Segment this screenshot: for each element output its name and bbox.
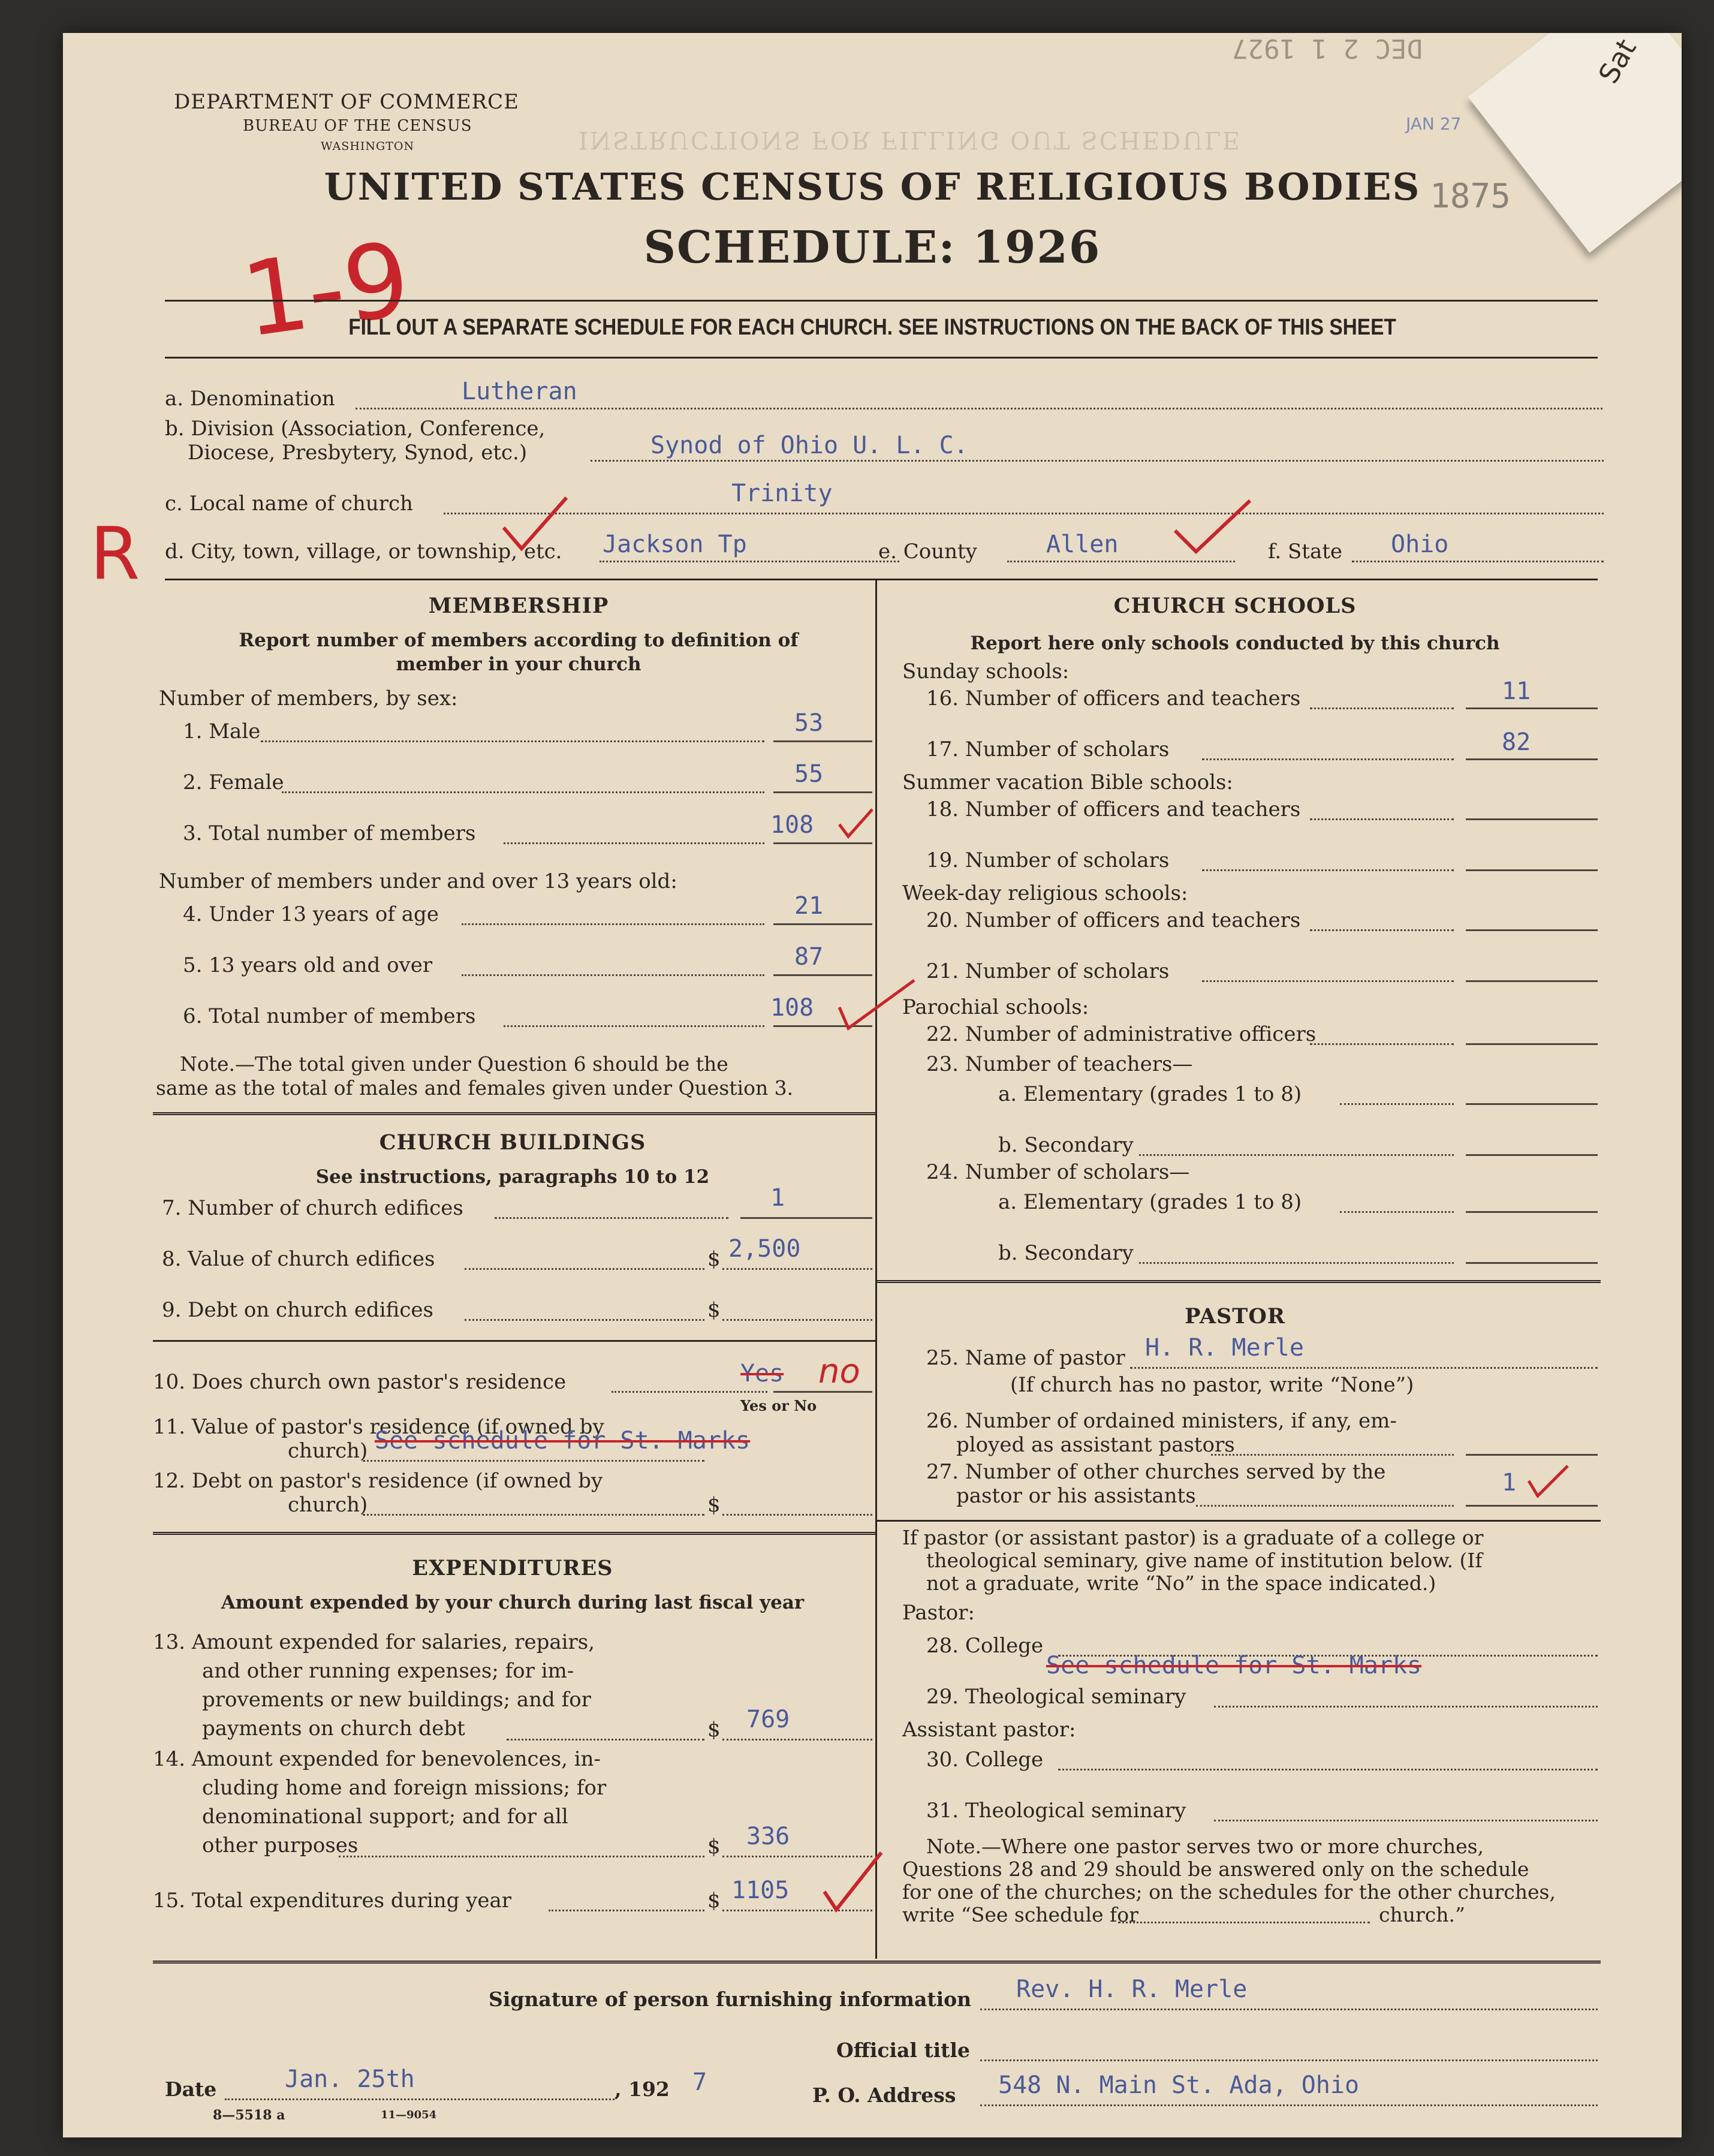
pastor-heading: PASTOR [1185, 1304, 1285, 1329]
po-address-value[interactable]: 548 N. Main St. Ada, Ohio [998, 2071, 1360, 2099]
q12-label-2: church) [288, 1493, 368, 1517]
no-pastor-hint: (If church has no pastor, write “None”) [1010, 1373, 1414, 1397]
q11-label-2: church) [288, 1439, 368, 1463]
q13-line: 13. Amount expended for salaries, repairs, [153, 1630, 595, 1654]
q5-label: 5. 13 years old and over [183, 953, 433, 977]
q24-label: 24. Number of scholars— [926, 1160, 1190, 1184]
graduate-instructions-1: If pastor (or assistant pastor) is a graduate of a college or [902, 1526, 1484, 1549]
dollar-sign: $ [707, 1889, 721, 1913]
q26-label-2: ployed as assistant pastors [956, 1433, 1235, 1457]
q6-label: 6. Total number of members [183, 1004, 476, 1028]
fill-line [1139, 1154, 1454, 1156]
answer-line [1466, 980, 1598, 982]
q23a-label: a. Elementary (grades 1 to 8) [998, 1082, 1302, 1106]
fill-line [1310, 1043, 1454, 1045]
state-label: f. State [1268, 540, 1342, 564]
bureau-name: BUREAU OF THE CENSUS [243, 117, 472, 135]
membership-subheading-2: member in your church [396, 654, 641, 675]
county-label: e. County [878, 540, 977, 564]
fill-line [1214, 1820, 1598, 1821]
fill-line [462, 974, 764, 976]
divider [165, 300, 1598, 302]
members-by-age-label: Number of members under and over 13 years old: [159, 869, 677, 893]
fill-line [465, 1268, 704, 1270]
fill-line [591, 460, 1604, 462]
graduate-instructions-2: theological seminary, give name of institution below. (If [926, 1549, 1483, 1572]
q27-label-1: 27. Number of other churches served by the [926, 1460, 1386, 1484]
total-members-q3[interactable]: 108 [770, 811, 814, 839]
answer-line [1466, 929, 1598, 931]
fill-line [504, 842, 764, 844]
fill-line [225, 2098, 614, 2100]
answer-line [1466, 869, 1598, 871]
graduate-instructions-3: not a graduate, write “No” in the space indicated.) [926, 1571, 1436, 1595]
fill-line [363, 1460, 704, 1462]
pastor-name[interactable]: H. R. Merle [1145, 1334, 1304, 1362]
answer-line [1466, 1262, 1598, 1264]
pastor-note-1: Note.—Where one pastor serves two or more churches, [926, 1835, 1484, 1858]
divider [165, 579, 1598, 580]
divider [153, 1961, 1601, 1964]
dollar-sign: $ [707, 1718, 721, 1742]
q16-label: 16. Number of officers and teachers [926, 686, 1301, 710]
membership-subheading-1: Report number of members according to definition of [239, 630, 799, 651]
fill-line [282, 791, 764, 793]
form-title: UNITED STATES CENSUS OF RELIGIOUS BODIES [324, 165, 1421, 209]
sunday-schools-label: Sunday schools: [902, 660, 1070, 683]
state-value[interactable]: Ohio [1391, 531, 1449, 558]
fill-line [1211, 1454, 1454, 1456]
schedule-number-stamp: 1875 [1430, 177, 1511, 216]
q23b-label: b. Secondary [998, 1133, 1134, 1157]
pastor-note-3: for one of the churches; on the schedules for the other churches, [902, 1880, 1556, 1904]
benevolences-amount[interactable]: 336 [746, 1823, 790, 1850]
q27-label-2: pastor or his assistants [956, 1484, 1196, 1508]
q3-label: 3. Total number of members [183, 821, 476, 845]
yes-or-no-hint: Yes or No [740, 1397, 817, 1414]
answer-line [1466, 818, 1598, 820]
fill-line [1310, 929, 1454, 931]
q10-label: 10. Does church own pastor's residence [153, 1370, 567, 1394]
q23-label: 23. Number of teachers— [926, 1052, 1193, 1076]
fill-line [1340, 1103, 1454, 1105]
membership-heading: MEMBERSHIP [428, 594, 609, 618]
county-value[interactable]: Allen [1046, 531, 1119, 558]
check-mark-icon [1526, 1463, 1574, 1505]
denomination-label: a. Denomination [165, 387, 335, 411]
washington-label: WASHINGTON [321, 140, 415, 153]
q14-label [153, 1745, 606, 1860]
signature-label: Signature of person furnishing information [489, 1988, 972, 2011]
fill-line [1007, 561, 1235, 562]
fill-line [1058, 1769, 1598, 1770]
answer-line [773, 923, 872, 925]
fill-line [1202, 758, 1454, 760]
residence-value[interactable]: See schedule for St. Marks [375, 1427, 751, 1455]
pastor-note-5: church.” [1379, 1903, 1465, 1926]
fill-line [1310, 818, 1454, 820]
dollar-sign: $ [707, 1298, 721, 1322]
answer-line [740, 1217, 872, 1219]
column-divider [875, 580, 877, 1959]
fill-line [1340, 1211, 1454, 1213]
fill-line [356, 408, 1602, 409]
fill-line [722, 1514, 872, 1516]
answer-line [1466, 1454, 1598, 1456]
fill-line [980, 2059, 1598, 2061]
city-value[interactable]: Jackson Tp [603, 531, 747, 558]
divider [875, 1520, 1601, 1522]
q14-line: cluding home and foreign missions; for [202, 1776, 607, 1800]
year-prefix: , 192 [614, 2077, 670, 2101]
denomination-value[interactable]: Lutheran [462, 378, 577, 405]
q13-line: and other running expenses; for im- [202, 1659, 574, 1683]
handwritten-mark-1-9: 1-9 [235, 219, 417, 361]
year-digit[interactable]: 7 [692, 2068, 707, 2096]
po-address-label: P. O. Address [812, 2083, 956, 2107]
check-mark-icon [501, 495, 573, 555]
q7-label: 7. Number of church edifices [162, 1196, 463, 1220]
assistant-pastor-label: Assistant pastor: [902, 1718, 1076, 1742]
local-name-value[interactable]: Trinity [731, 480, 833, 507]
fill-line [363, 1514, 704, 1516]
female-count[interactable]: 55 [794, 760, 824, 788]
fill-line [465, 1319, 704, 1321]
male-count[interactable]: 53 [794, 709, 824, 737]
fill-line [495, 1217, 728, 1219]
q28-label: 28. College [926, 1634, 1044, 1658]
q9-label: 9. Debt on church edifices [162, 1298, 433, 1322]
expenditures-subheading: Amount expended by your church during last fiscal year [221, 1592, 805, 1613]
answer-line [773, 1391, 872, 1393]
q19-label: 19. Number of scholars [926, 848, 1170, 872]
answer-line [1466, 1154, 1598, 1156]
bleed-through-text: INSTRUCTIONS FOR FILLING OUT SCHEDULE [579, 126, 1242, 153]
pastor-residence-typed[interactable]: Yes [740, 1360, 784, 1387]
fill-line [1310, 707, 1454, 709]
divider [153, 1340, 875, 1342]
q13-line: payments on church debt [202, 1717, 465, 1741]
answer-line [773, 740, 872, 742]
q13-label [153, 1628, 595, 1743]
summer-schools-label: Summer vacation Bible schools: [902, 770, 1233, 794]
buildings-heading: CHURCH BUILDINGS [379, 1130, 646, 1155]
q1-label: 1. Male [183, 719, 261, 743]
total-expenditures[interactable]: 1105 [731, 1877, 790, 1904]
weekday-schools-label: Week-day religious schools: [902, 881, 1188, 905]
q29-label: 29. Theological seminary [926, 1685, 1186, 1709]
members-by-sex-label: Number of members, by sex: [159, 686, 458, 710]
fill-line [1214, 1706, 1598, 1708]
sunday-scholars-count[interactable]: 82 [1502, 728, 1531, 756]
running-expenses-amount[interactable]: 769 [746, 1706, 790, 1733]
q4-label: 4. Under 13 years of age [183, 902, 439, 926]
parochial-schools-label: Parochial schools: [902, 995, 1089, 1019]
fill-line [504, 1025, 764, 1027]
q14-line: other purposes [202, 1833, 359, 1857]
local-name-label: c. Local name of church [165, 492, 413, 516]
print-number: 11—9054 [381, 2109, 437, 2121]
divider [165, 357, 1598, 359]
check-mark-icon [836, 806, 878, 842]
edifices-value[interactable]: 2,500 [728, 1235, 801, 1263]
other-churches-count[interactable]: 1 [1502, 1469, 1517, 1496]
schools-heading: CHURCH SCHOOLS [1113, 594, 1357, 618]
expenditures-heading: EXPENDITURES [412, 1556, 613, 1580]
membership-note-2: same as the total of males and females given under Question 3. [156, 1076, 794, 1100]
pastor-residence-handwritten: no [818, 1352, 860, 1391]
city-label: d. City, town, village, or township, etc. [165, 540, 562, 564]
q31-label: 31. Theological seminary [926, 1799, 1186, 1823]
divider [153, 1532, 875, 1535]
q12-label-1: 12. Debt on pastor's residence (if owned by [153, 1469, 603, 1493]
fill-line [339, 1856, 704, 1857]
answer-line [773, 842, 872, 844]
census-schedule-sheet [63, 33, 1682, 2137]
check-mark-icon [1172, 495, 1256, 561]
answer-line [773, 974, 872, 976]
q21-label: 21. Number of scholars [926, 959, 1170, 983]
q13-line: provements or new buildings; and for [202, 1688, 591, 1712]
fill-line [722, 1739, 872, 1741]
fill-line [1118, 1922, 1370, 1923]
schools-subheading: Report here only schools conducted by this church [970, 633, 1500, 654]
fill-line [1202, 869, 1454, 871]
fill-line [980, 2104, 1598, 2106]
handwritten-mark-R: R [90, 513, 140, 596]
folded-corner [1468, 33, 1682, 253]
fill-line [980, 2009, 1598, 2010]
dollar-sign: $ [707, 1493, 721, 1517]
schedule-year: SCHEDULE: 1926 [643, 222, 1101, 273]
q26-label-1: 26. Number of ordained ministers, if any, em- [926, 1409, 1397, 1433]
q20-label: 20. Number of officers and teachers [926, 908, 1301, 932]
q2-label: 2. Female [183, 770, 284, 794]
division-label-1: b. Division (Association, Conference, [165, 417, 546, 441]
fill-line [1352, 561, 1604, 562]
q25-label: 25. Name of pastor [926, 1346, 1125, 1370]
fill-line [1202, 980, 1454, 982]
fill-line [549, 1910, 704, 1911]
answer-line [1466, 707, 1598, 709]
buildings-subheading: See instructions, paragraphs 10 to 12 [315, 1166, 710, 1188]
pastor-note-2: Questions 28 and 29 should be answered only on the schedule [902, 1857, 1529, 1881]
answer-line [1466, 1103, 1598, 1105]
back-date-stamp: DEC 2 1 1927 [1232, 33, 1423, 64]
division-label-2: Diocese, Presbytery, Synod, etc.) [188, 441, 528, 465]
official-title-label: Official title [836, 2038, 970, 2062]
pastor-subsection-label: Pastor: [902, 1601, 975, 1625]
q18-label: 18. Number of officers and teachers [926, 797, 1301, 821]
membership-note-1: Note.—The total given under Question 6 should be the [180, 1052, 728, 1076]
department-name: DEPARTMENT OF COMMERCE [174, 90, 519, 114]
fill-line [507, 1739, 704, 1741]
instruction-banner: FILL OUT A SEPARATE SCHEDULE FOR EACH CHURCH. SEE INSTRUCTIONS ON THE BACK OF THIS SHEET [348, 315, 1396, 340]
fill-line [722, 1268, 872, 1270]
fill-line [612, 1391, 767, 1393]
fill-line [444, 513, 1604, 514]
answer-line [1466, 1505, 1598, 1507]
over-13-count[interactable]: 87 [794, 943, 824, 971]
date-label: Date [165, 2077, 217, 2101]
q22-label: 22. Number of administrative officers [926, 1022, 1317, 1046]
answer-line [1466, 1043, 1598, 1045]
total-members-q6[interactable]: 108 [770, 994, 814, 1022]
church-edifices-count[interactable]: 1 [770, 1184, 785, 1212]
fill-line [600, 561, 899, 562]
fill-line [1139, 1262, 1454, 1264]
corner-handwriting: Sat [1592, 33, 1643, 89]
answer-line [1466, 758, 1598, 760]
under-13-count[interactable]: 21 [794, 892, 824, 920]
fill-line [1130, 1367, 1598, 1369]
dollar-sign: $ [707, 1835, 721, 1859]
q8-label: 8. Value of church edifices [162, 1247, 435, 1271]
q14-line: denominational support; and for all [202, 1805, 568, 1829]
fill-line [722, 1319, 872, 1321]
q14-line: 14. Amount expended for benevolences, in- [153, 1747, 601, 1771]
fill-line [462, 923, 764, 925]
college-value[interactable]: See schedule for St. Marks [1046, 1652, 1422, 1679]
fill-line [261, 740, 764, 742]
q15-label: 15. Total expenditures during year [153, 1889, 512, 1913]
form-number: 8—5518 a [213, 2107, 285, 2123]
answer-line [1466, 1211, 1598, 1213]
received-stamp: JAN 27 [1406, 114, 1462, 134]
divider [875, 1280, 1601, 1283]
q30-label: 30. College [926, 1748, 1044, 1772]
q24a-label: a. Elementary (grades 1 to 8) [998, 1190, 1302, 1214]
check-mark-icon [821, 1850, 887, 1916]
fill-line [1196, 1505, 1454, 1507]
sunday-teachers-count[interactable]: 11 [1502, 677, 1531, 705]
q11-label-1: 11. Value of pastor's residence (if owned by [153, 1415, 604, 1439]
signature-value[interactable]: Rev. H. R. Merle [1016, 1976, 1248, 2003]
answer-line [773, 791, 872, 793]
division-value[interactable]: Synod of Ohio U. L. C. [650, 432, 968, 459]
q24b-label: b. Secondary [998, 1241, 1134, 1265]
date-value[interactable]: Jan. 25th [285, 2065, 415, 2093]
dollar-sign: $ [707, 1247, 721, 1271]
divider [153, 1112, 875, 1115]
pastor-note-4: write “See schedule for [902, 1903, 1138, 1926]
q17-label: 17. Number of scholars [926, 737, 1170, 761]
